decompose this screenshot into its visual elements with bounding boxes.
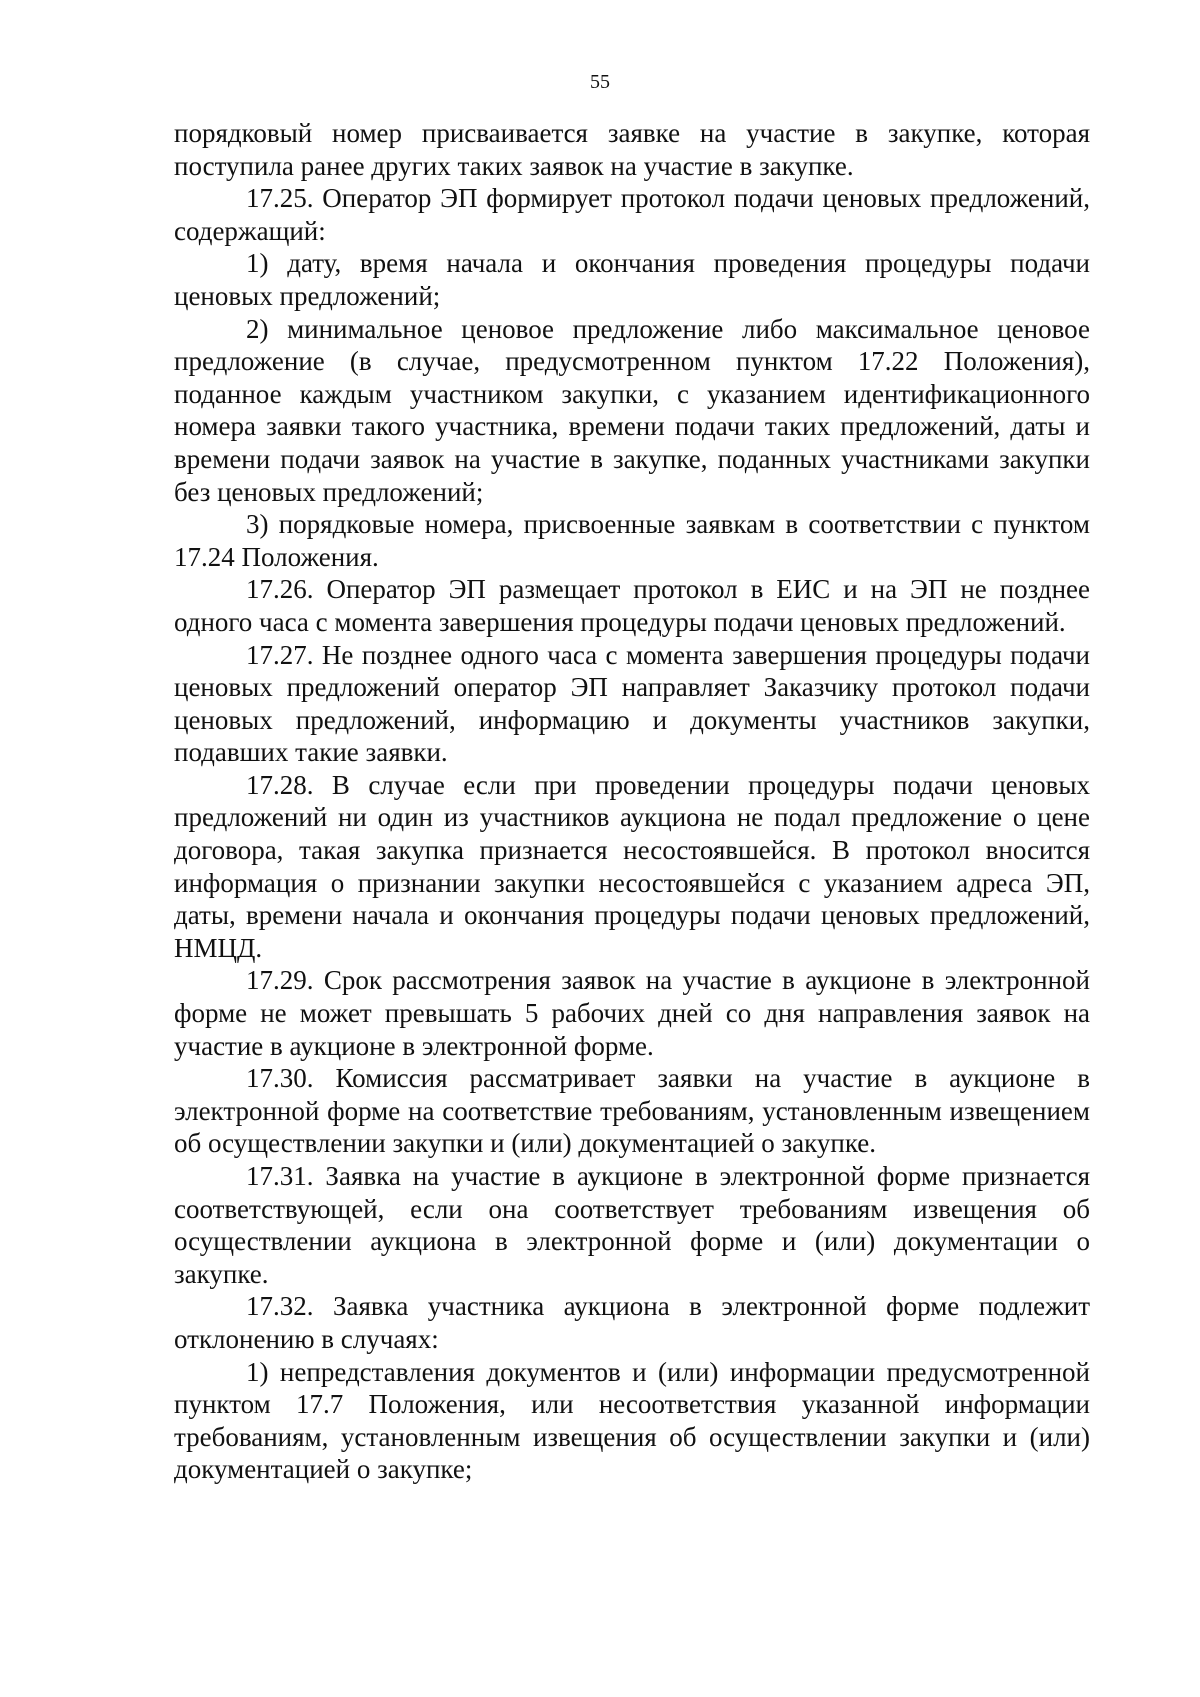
paragraph-17-28: 17.28. В случае если при проведении процедуры подачи ценовых предложений ни один из участников аукциона не подал предложение о цене договора, такая закупка признается несостоявшейся. В протокол вносится информация о признании закупки несостоявшейся с указанием адреса ЭП, даты, времени начала и окончания процедуры подачи ценовых предложений, НМЦД. — [174, 769, 1090, 963]
paragraph-continuation: порядковый номер присваивается заявке на участие в закупке, которая поступила ранее других таких заявок на участие в закупке. — [174, 118, 1090, 181]
paragraph-17-25: 17.25. Оператор ЭП формирует протокол подачи ценовых предложений, содержащий: — [174, 183, 1090, 246]
paragraph-17-32: 17.32. Заявка участника аукциона в электронной форме подлежит отклонению в случаях: — [174, 1291, 1090, 1354]
paragraph-17-29: 17.29. Срок рассмотрения заявок на участие в аукционе в электронной форме не может превышать 5 рабочих дней со дня направления заявок на участие в аукционе в электронной форме. — [174, 965, 1090, 1061]
list-item-17-25-1: 1) дату, время начала и окончания проведения процедуры подачи ценовых предложений; — [174, 248, 1090, 311]
page-number: 55 — [590, 71, 610, 93]
list-item-17-25-3: 3) порядковые номера, присвоенные заявкам в соответствии с пунктом 17.24 Положения. — [174, 509, 1090, 572]
paragraph-17-27: 17.27. Не позднее одного часа с момента завершения процедуры подачи ценовых предложений оператор ЭП направляет Заказчику протокол подачи ценовых предложений, информацию и документы участников закупки, подавших такие заявки. — [174, 639, 1090, 768]
paragraph-17-31: 17.31. Заявка на участие в аукционе в электронной форме признается соответствующей, если она соответствует требованиям извещения об осуществлении аукциона в электронной форме и (или) документации о закупке. — [174, 1161, 1090, 1289]
list-item-17-25-2: 2) минимальное ценовое предложение либо максимальное ценовое предложение (в случае, предусмотренном пунктом 17.22 Положения), поданное каждым участником закупки, с указанием идентификационного номера заявки такого участника, времени подачи таких предложений, даты и времени подачи заявок на участие в закупке, поданных участниками закупки без ценовых предложений; — [174, 313, 1090, 507]
paragraph-17-30: 17.30. Комиссия рассматривает заявки на участие в аукционе в электронной форме на соответствие требованиям, установленным извещением об осуществлении закупки и (или) документацией о закупке. — [174, 1063, 1090, 1159]
list-item-17-32-1: 1) непредставления документов и (или) информации предусмотренной пунктом 17.7 Положения, или несоответствия указанной информации требованиям, установленным извещения об осуществлении закупки и (или) документацией о закупке; — [174, 1356, 1090, 1485]
paragraph-17-26: 17.26. Оператор ЭП размещает протокол в ЕИС и на ЭП не позднее одного часа с момента завершения процедуры подачи ценовых предложений. — [174, 574, 1090, 637]
document-body — [174, 117, 1090, 1486]
